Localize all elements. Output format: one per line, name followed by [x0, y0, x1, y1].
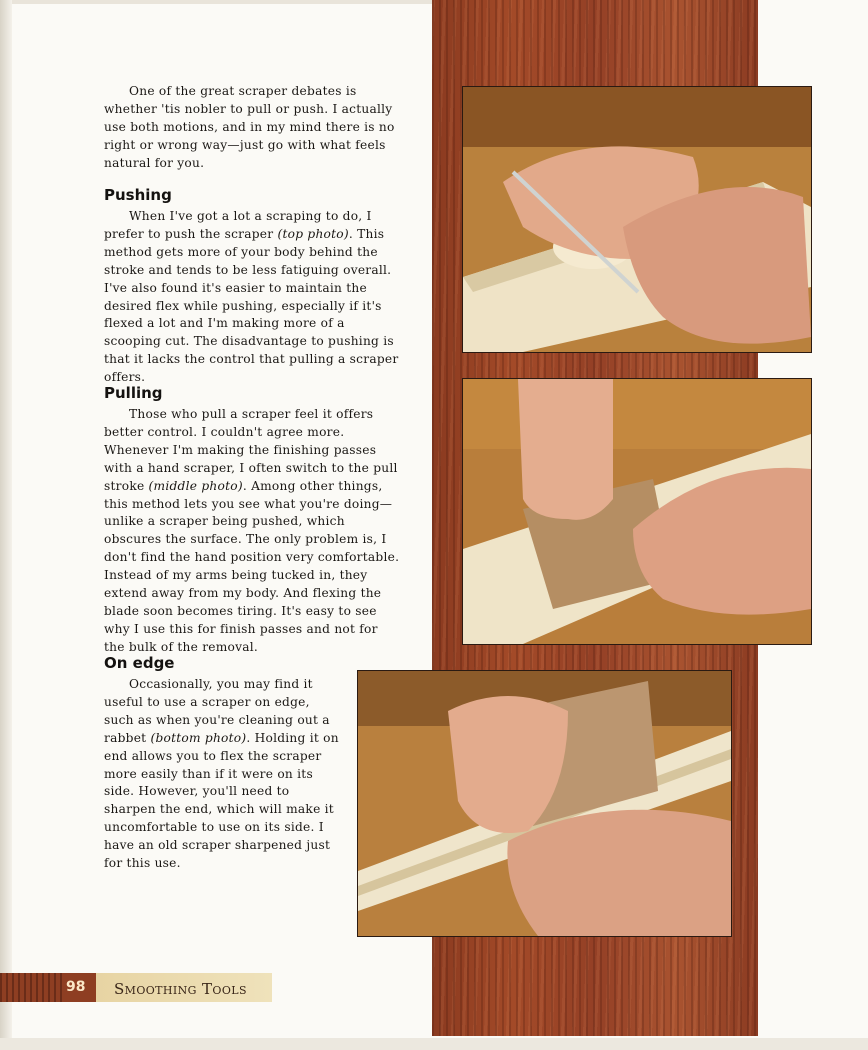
- photo-reference-top: (top photo): [277, 226, 349, 241]
- on-edge-text: [104, 676, 340, 873]
- page-number: 98: [66, 979, 86, 995]
- pushing-text-start: When I've got a lot a scraping to do, I prefer to push the scraper: [104, 209, 372, 241]
- photo-pushing-scraper-image: [463, 87, 811, 352]
- heading-pulling: Pulling: [104, 384, 163, 402]
- folio-wood-pattern: [0, 973, 64, 1002]
- on-edge-paragraph: [104, 676, 340, 873]
- running-head: Smoothing Tools: [114, 980, 247, 998]
- pushing-text: [104, 208, 400, 387]
- on-edge-text-end: . Holding it on end allows you to flex the scraper more easily than if it were on its side. However, you'll need to sharpen the end, which will make it uncomfortable to use on its side. I have an old scraper sharpened just for this use.: [104, 730, 339, 871]
- photo-pulling-scraper: [462, 378, 812, 645]
- pulling-text-start: Those who pull a scraper feel it offers better control. I couldn't agree more. Whenever I'm making the finishing passes with a hand scraper, I often switch to the pull stroke: [104, 407, 398, 493]
- pulling-text: [104, 406, 400, 657]
- photo-pulling-scraper-image: [463, 379, 811, 644]
- pushing-text-end: . This method gets more of your body behind the stroke and tends to be less fatiguing overall. I've also found it's easier to maintain the desired flex while pushing, especially if it's flexed a lot and I'm making more of a scooping cut. The disadvantage to pushing is that it lacks the control that pulling a scraper offers.: [104, 226, 399, 385]
- photo-reference-bottom: (bottom photo): [150, 730, 247, 745]
- heading-on-edge: On edge: [104, 654, 175, 672]
- pushing-paragraph: [104, 208, 400, 387]
- heading-pushing: Pushing: [104, 186, 172, 204]
- intro-paragraph: [104, 83, 400, 173]
- pulling-text-end: . Among other things, this method lets you see what you're doing—unlike a scraper being pushed, which obscures the surface. The only problem is, I don't find the hand position very comfortable. Instead of my arms being tucked in, they extend away from my body. And flexing the blade soon becomes tiring. It's easy to see why I use this for finish passes and not for the bulk of the removal.: [104, 478, 400, 654]
- photo-scraper-on-edge: [357, 670, 732, 937]
- page-binding-edge: [0, 0, 12, 1050]
- photo-reference-middle: (middle photo): [148, 478, 243, 493]
- photo-pushing-scraper: [462, 86, 812, 353]
- on-edge-text-start: Occasionally, you may find it useful to use a scraper on edge, such as when you're cleaning out a rabbet: [104, 677, 330, 745]
- bottom-rule: [0, 1038, 868, 1050]
- intro-text: One of the great scraper debates is whether 'tis nobler to pull or push. I actually use both motions, and in my mind there is no right or wrong way—just go with what feels natural for you.: [104, 84, 395, 170]
- pulling-paragraph: [104, 406, 400, 657]
- photo-scraper-on-edge-image: [358, 671, 731, 936]
